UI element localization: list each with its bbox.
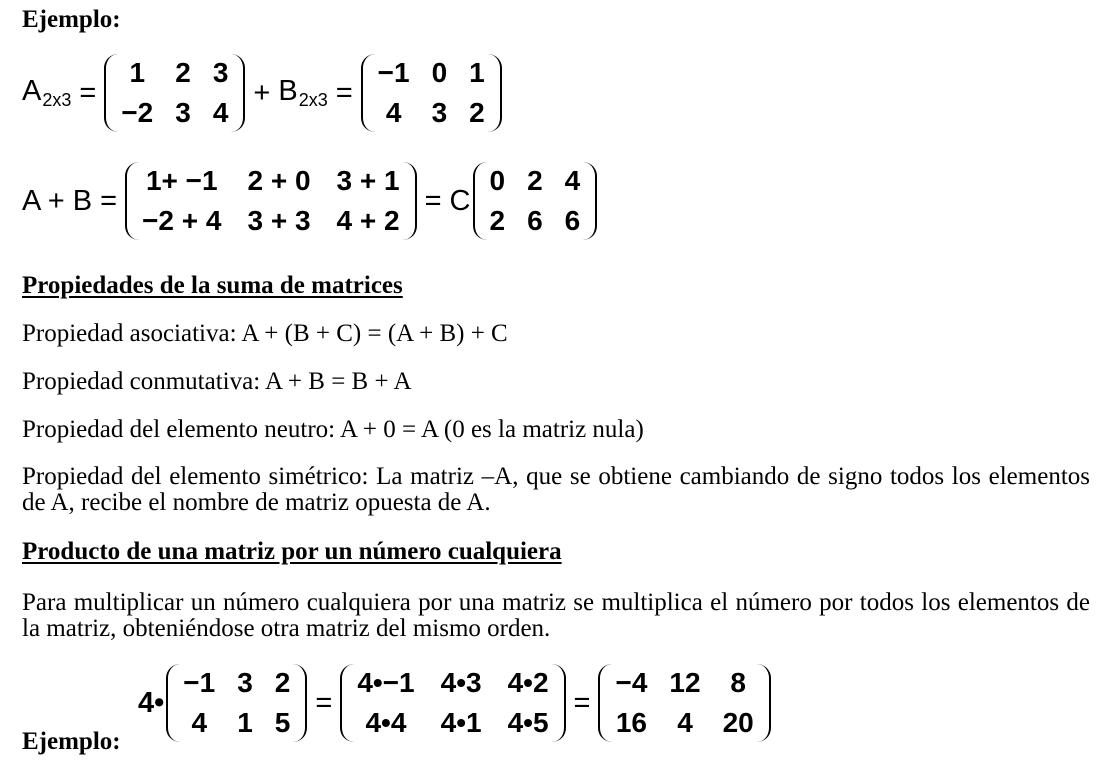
matrix-cell: 1 [469,57,485,88]
property-neutral: Propiedad del elemento neutro: A + 0 = A (0 es la matriz nula) [22,416,644,443]
matrix-cell: 2 + 0 [247,165,311,196]
property-associative: Propiedad asociativa: A + (B + C) = (A + B) + C [22,320,508,347]
scalar-matrix-1 [166,664,307,742]
equation-scalar-product [138,664,771,742]
scalar-matrix-2-cells [355,664,550,742]
equals-sign: = [315,686,333,719]
matrix-cell: 2 [469,97,485,128]
matrix-cell: 3 [237,667,253,698]
properties-heading: Propiedades de la suma de matrices [22,272,403,299]
matrix-cell: 2 [489,205,506,236]
matrix-cell: 4•3 [440,667,482,698]
matrix-cell: 4•4 [365,707,407,738]
equation-matrix-sum [22,162,597,240]
sum-label: A + B [22,184,93,217]
scalar-factor: 4• [138,686,165,719]
matrix-cell: 3 + 1 [336,165,400,196]
matrix-c [473,162,598,240]
equals-sign: = [79,76,97,109]
plus-sign: + [253,76,271,109]
matrix-c-label: C [449,184,471,217]
matrix-cell: −2 + 4 [142,205,222,236]
matrix-cell: 4 [564,165,581,196]
example-heading: Ejemplo: [22,6,121,33]
matrix-a-cells [119,54,230,132]
matrix-cell: −1 [377,57,410,88]
equals-sign: = [424,184,442,217]
property-symmetric: Propiedad del elemento simétrico: La matriz –A, que se obtiene cambiando de signo todos los elementos de A, recibe el nombre de matriz opuesta de A. [22,463,1090,516]
matrix-cell: 4•1 [440,707,482,738]
matrix-cell: 6 [527,205,543,236]
equals-sign: = [573,686,591,719]
matrix-cell: −2 [121,97,154,128]
scalar-matrix-3 [598,664,770,742]
matrix-cell: 0 [431,57,448,88]
matrix-a [104,54,245,132]
matrix-cell: 1+ −1 [145,165,218,196]
matrix-cell: 4•−1 [357,667,415,698]
matrix-cell: 4•2 [507,667,549,698]
equals-sign: = [100,184,118,217]
matrix-b-label: $B_{2x3}$ [278,75,328,110]
matrix-cell: 4 + 2 [336,205,400,236]
matrix-cell: 1 [237,707,253,738]
matrix-cell: −4 [615,667,648,698]
scalar-matrix-1-cells [181,664,292,742]
matrix-cell: 12 [669,667,701,698]
matrix-cell: 2 [527,165,543,196]
scalar-paragraph: Para multiplicar un número cualquiera por una matriz se multiplica el número por todos los elementos de la matriz, obteniéndose otra matriz del mismo orden. [22,589,1090,642]
sum-matrix [125,162,417,240]
matrix-cell: 4 [677,707,693,738]
matrix-cell: 4•5 [507,707,549,738]
matrix-cell: 4 [212,97,229,128]
matrix-cell: 2 [175,57,191,88]
scalar-example-label: Ejemplo: [22,728,121,755]
matrix-cell: 6 [564,205,581,236]
matrix-cell: 0 [489,165,506,196]
matrix-c-cells [488,162,583,240]
matrix-cell: 1 [129,57,146,88]
matrix-cell: 3 + 3 [247,205,311,236]
matrix-cell: 16 [615,707,648,738]
sum-matrix-cells [140,162,402,240]
matrix-b [361,54,502,132]
property-commutative: Propiedad conmutativa: A + B = B + A [22,368,412,395]
scalar-matrix-3-cells [613,664,755,742]
scalar-matrix-2 [340,664,565,742]
scalar-heading: Producto de una matriz por un número cualquiera [22,538,562,565]
matrix-cell: 3 [431,97,448,128]
matrix-cell: 20 [722,707,754,738]
matrix-cell: 2 [274,667,291,698]
matrix-cell: 3 [175,97,191,128]
matrix-cell: 5 [274,707,291,738]
matrix-cell: 8 [730,667,746,698]
matrix-cell: 4 [191,707,208,738]
matrix-cell: 3 [212,57,229,88]
matrix-b-cells [376,54,487,132]
matrix-a-label: $A_{2x3}$ [22,75,72,110]
matrix-cell: 4 [385,97,402,128]
equation-matrix-definitions [22,54,502,132]
equals-sign: = [335,76,353,109]
matrix-cell: −1 [183,667,216,698]
